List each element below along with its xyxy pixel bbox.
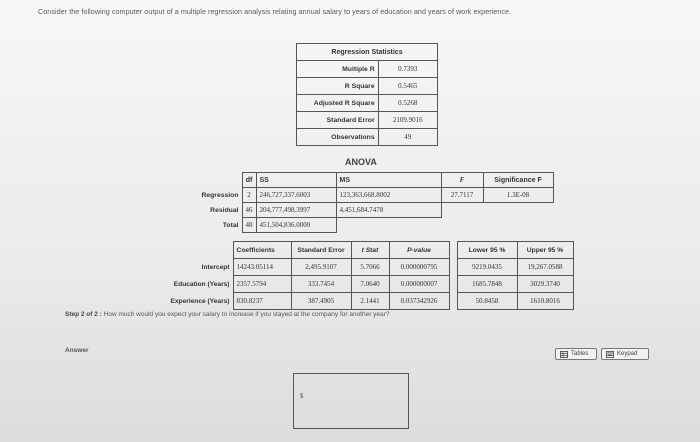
cell-empty <box>441 218 483 233</box>
table-row <box>128 276 573 293</box>
step-prefix: Step 2 of 2 : <box>65 311 102 318</box>
cell-empty <box>483 218 553 233</box>
row-label: Regression <box>201 191 239 199</box>
column-gap <box>449 242 457 259</box>
cell-t-stat: 5.7066 <box>351 259 389 276</box>
stat-value: 49 <box>378 129 437 146</box>
header-ss: SS <box>256 173 336 188</box>
cell-coefficient: 2357.5794 <box>233 276 291 293</box>
header-lower-95: Lower 95 % <box>457 242 517 259</box>
header-f: F <box>441 173 483 188</box>
table-row <box>128 259 573 276</box>
question-text: Consider the following computer output of a multiple regression analysis relating annual salary to years of education and years of work experience. <box>38 7 512 16</box>
column-gap <box>449 293 457 310</box>
row-label: Total <box>222 221 239 229</box>
cell-df: 46 <box>242 203 256 218</box>
regression-statistics-title: Regression Statistics <box>297 44 438 61</box>
cell-coefficient: 830.8237 <box>233 293 291 310</box>
answer-label: Answer <box>65 347 89 354</box>
cell-ms: 4,451,684.7478 <box>336 203 441 218</box>
cell-df: 48 <box>242 218 256 233</box>
cell-ss: 204,777,498.3997 <box>256 203 336 218</box>
header-upper-95: Upper 95 % <box>517 242 573 259</box>
stat-value: 0.7393 <box>378 61 437 78</box>
cell-p-value: 0.037342926 <box>389 293 449 310</box>
step-question <box>65 311 389 318</box>
cell-significance-f: 1.3E-08 <box>483 188 553 203</box>
header-significance-f: Significance F <box>483 173 553 188</box>
table-row <box>192 203 553 218</box>
row-label: Residual <box>210 206 239 214</box>
table-row <box>297 61 438 78</box>
header-coefficients: Coefficients <box>233 242 291 259</box>
cell-df: 2 <box>242 188 256 203</box>
cell-standard-error: 333.7454 <box>291 276 351 293</box>
row-label: Education (Years) <box>173 280 230 288</box>
cell-ss: 451,504,836.0000 <box>256 218 336 233</box>
stat-value: 2109.9016 <box>378 112 437 129</box>
table-row <box>128 293 573 310</box>
blank-header <box>192 173 242 188</box>
cell-standard-error: 2,495.9107 <box>291 259 351 276</box>
cell-standard-error: 387.4905 <box>291 293 351 310</box>
table-row <box>297 95 438 112</box>
stat-value: 0.5268 <box>378 95 437 112</box>
blank-header <box>128 242 233 259</box>
stat-value: 0.5465 <box>378 78 437 95</box>
cell-upper-95: 1610.8016 <box>517 293 573 310</box>
cell-upper-95: 3029.3740 <box>517 276 573 293</box>
cell-p-value: 0.000000007 <box>389 276 449 293</box>
header-standard-error: Standard Error <box>291 242 351 259</box>
table-row <box>297 129 438 146</box>
cell-empty <box>483 203 553 218</box>
cell-t-stat: 7.0640 <box>351 276 389 293</box>
stat-label: Observations <box>297 129 379 146</box>
cell-empty <box>336 218 441 233</box>
stat-label: Adjusted R Square <box>297 95 379 112</box>
row-label: Experience (Years) <box>170 297 230 305</box>
cell-lower-95: 9219.0435 <box>457 259 517 276</box>
cell-lower-95: 1685.7848 <box>457 276 517 293</box>
header-t-stat: t Stat <box>351 242 389 259</box>
stat-label: Standard Error <box>297 112 379 129</box>
stat-label: R Square <box>297 78 379 95</box>
cell-p-value: 0.000000795 <box>389 259 449 276</box>
cell-ss: 246,727,337.6003 <box>256 188 336 203</box>
tables-button-label: Tables <box>571 351 589 357</box>
anova-title: ANOVA <box>345 157 377 167</box>
coefficients-table <box>128 241 574 310</box>
cell-ms: 123,363,668.8002 <box>336 188 441 203</box>
step-text: How much would you expect your salary to increase if you stayed at the company for another year? <box>103 311 390 318</box>
header-ms: MS <box>336 173 441 188</box>
keypad-button-label: Keypad <box>617 351 638 357</box>
cell-coefficient: 14243.05114 <box>233 259 291 276</box>
anova-table <box>192 172 554 233</box>
tables-button[interactable] <box>555 348 597 360</box>
answer-input[interactable] <box>308 388 404 408</box>
coefficients-header-row <box>128 242 573 259</box>
table-row <box>297 78 438 95</box>
table-icon <box>560 351 568 358</box>
anova-header-row <box>192 173 553 188</box>
cell-t-stat: 2.1441 <box>351 293 389 310</box>
table-row <box>192 218 553 233</box>
keypad-icon <box>606 351 614 358</box>
cell-f: 27.7117 <box>441 188 483 203</box>
answer-box <box>293 373 409 429</box>
column-gap <box>449 276 457 293</box>
currency-symbol: $ <box>300 394 304 400</box>
row-label: Intercept <box>201 263 230 271</box>
column-gap <box>449 259 457 276</box>
cell-lower-95: 50.8458 <box>457 293 517 310</box>
cell-upper-95: 19,267.0588 <box>517 259 573 276</box>
regression-statistics-table <box>296 43 438 146</box>
header-p-value: P-value <box>389 242 449 259</box>
table-row <box>192 188 553 203</box>
cell-empty <box>441 203 483 218</box>
table-row <box>297 112 438 129</box>
keypad-button[interactable] <box>601 348 649 360</box>
header-df: df <box>242 173 256 188</box>
stat-label: Multiple R <box>297 61 379 78</box>
